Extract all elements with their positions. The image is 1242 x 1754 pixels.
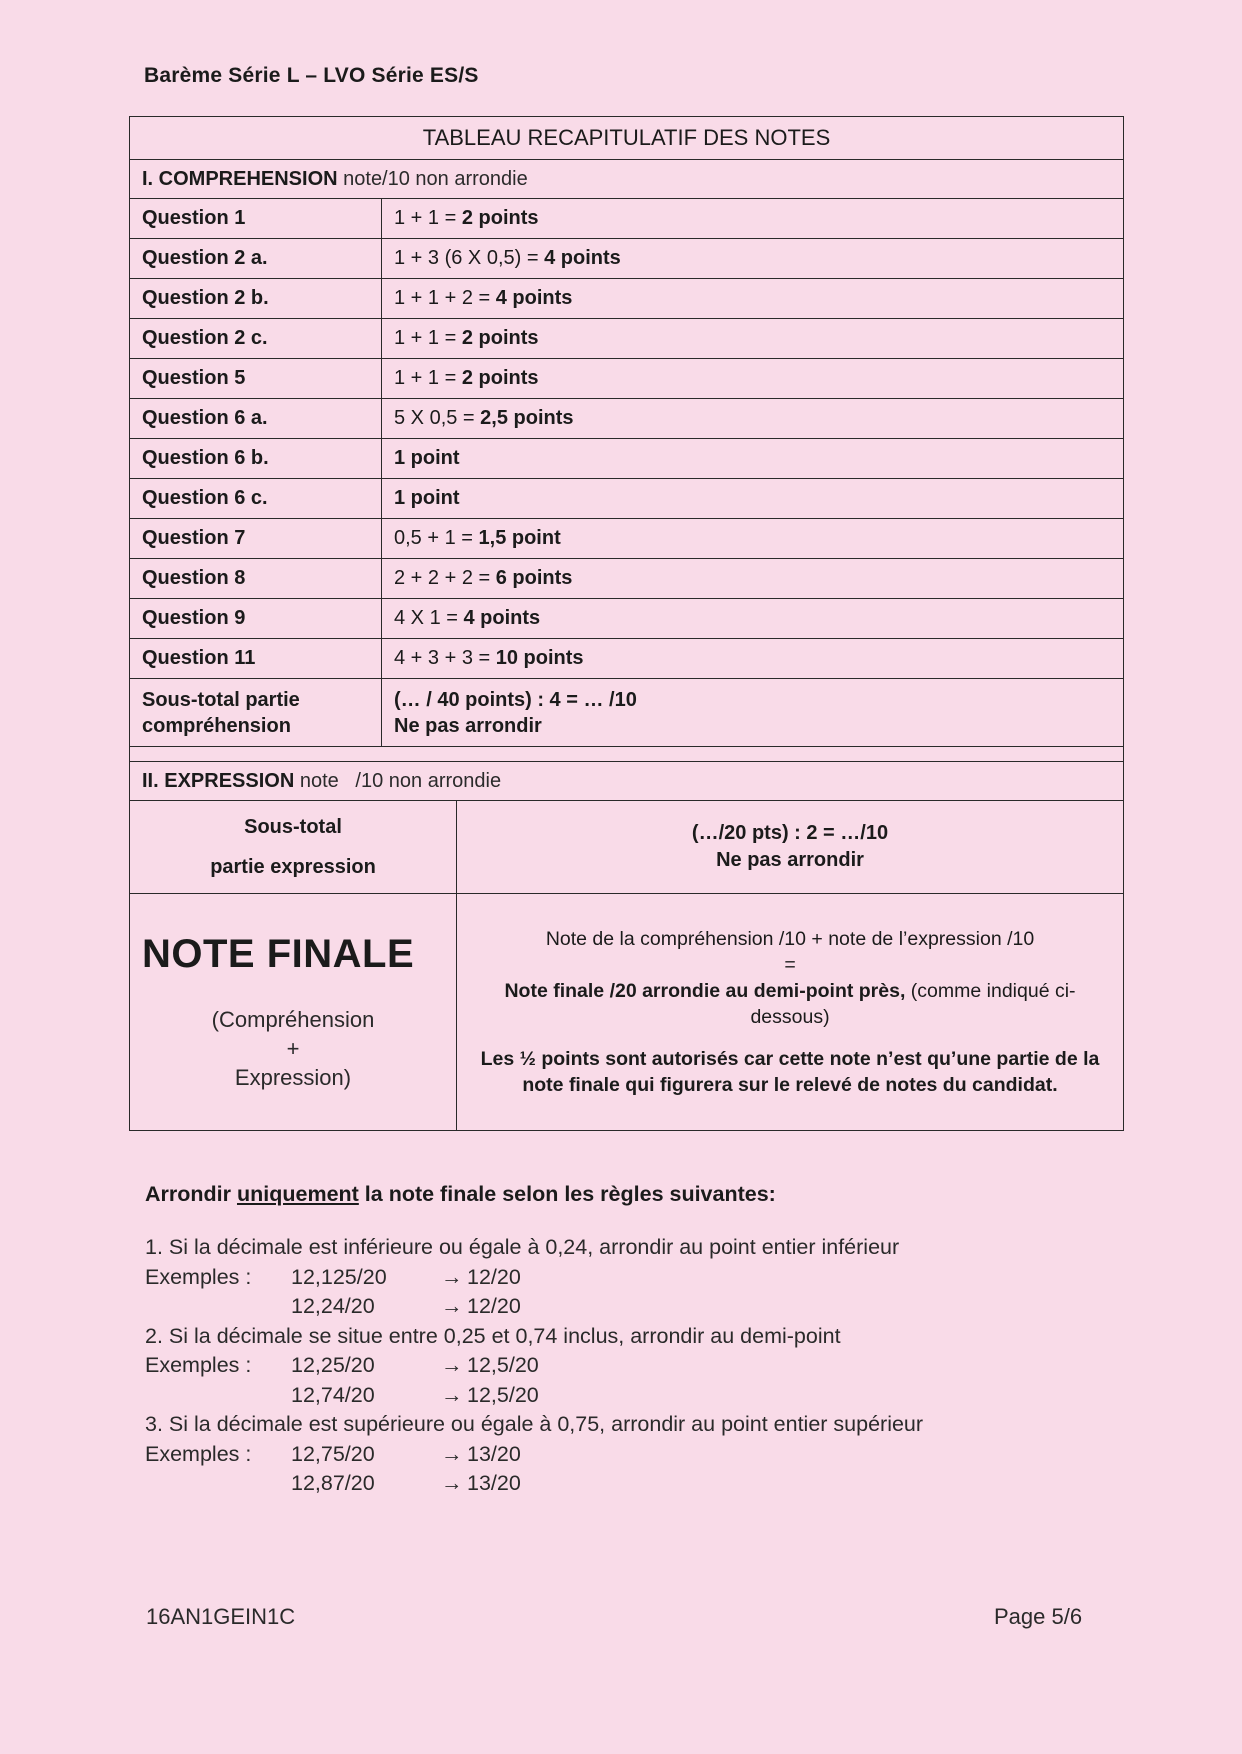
section-expression <box>130 762 1124 801</box>
arrow-icon: → <box>441 1441 463 1466</box>
question-scoring <box>382 279 1124 319</box>
question-label: Question 8 <box>130 559 382 599</box>
table-row <box>130 279 1124 319</box>
recap-table <box>129 116 1124 1131</box>
question-points: 1,5 point <box>478 527 561 549</box>
examples-label: Exemples : <box>145 1353 252 1377</box>
arrow-icon: → <box>441 1382 463 1407</box>
question-label: Question 9 <box>130 599 382 639</box>
examples-label: Exemples : <box>145 1264 252 1289</box>
subtotal-comprehension-label <box>130 679 382 747</box>
section-expression-note: note /10 non arrondie <box>294 769 502 792</box>
rule-text: 3. Si la décimale est supérieure ou égale à 0,75, arrondir au point entier supérieur <box>145 1412 924 1436</box>
question-points: 10 points <box>495 647 584 669</box>
question-formula: 1 + 1 = <box>394 327 462 349</box>
final-desc-rounding <box>469 978 1111 1030</box>
table-title: TABLEAU RECAPITULATIF DES NOTES <box>130 117 1124 160</box>
subtotal-comprehension-value-line2: Ne pas arrondir <box>394 714 542 737</box>
document-code: 16AN1GEIN1C <box>146 1604 296 1629</box>
example-result: 13/20 <box>467 1471 521 1495</box>
examples-label: Exemples : <box>145 1441 252 1466</box>
question-label: Question 6 a. <box>130 399 382 439</box>
final-desc-half-points-note: Les ½ points sont autorisés car cette note n’est qu’une partie de la note finale qui figurera sur le relevé de notes du candidat. <box>480 1048 1100 1096</box>
example-value: 12,75/20 <box>291 1441 375 1466</box>
rule-text: 2. Si la décimale se situe entre 0,25 et 0,74 inclus, arrondir au demi-point <box>145 1323 841 1348</box>
question-scoring <box>382 199 1124 239</box>
table-row <box>130 599 1124 639</box>
question-formula: 0,5 + 1 = <box>394 527 479 549</box>
example-result: 12,5/20 <box>467 1353 539 1377</box>
table-row <box>130 479 1124 519</box>
rule-example <box>145 1440 1095 1470</box>
question-points: 2 points <box>461 207 539 229</box>
final-desc-line1: Note de la compréhension /10 + note de l’expression /10 <box>545 928 1035 950</box>
table-row <box>130 359 1124 399</box>
arrow-icon: → <box>441 1471 463 1495</box>
arrow-icon: → <box>441 1294 463 1318</box>
question-scoring <box>382 519 1124 559</box>
final-grade-label <box>130 894 457 1131</box>
question-formula: 5 X 0,5 = <box>394 407 481 429</box>
rules-title-underlined: uniquement <box>236 1182 359 1206</box>
rule-example <box>145 1381 1095 1411</box>
rounding-rules-list <box>145 1233 1095 1499</box>
arrow-icon: → <box>441 1353 463 1377</box>
rule-example <box>145 1263 1095 1293</box>
question-label: Question 11 <box>130 639 382 679</box>
rules-title-suffix: la note finale selon les règles suivantes: <box>358 1182 776 1206</box>
section-expression-label: II. EXPRESSION <box>142 769 295 792</box>
table-row <box>130 639 1124 679</box>
question-points: 1 point <box>394 447 460 469</box>
table-row <box>130 199 1124 239</box>
final-desc-equals: = <box>784 954 796 976</box>
question-points: 4 points <box>495 287 573 309</box>
question-points: 2 points <box>461 327 539 349</box>
table-row <box>130 559 1124 599</box>
question-points: 4 points <box>463 607 541 629</box>
subtotal-comprehension-label-line2: compréhension <box>142 714 291 737</box>
question-formula: 4 + 3 + 3 = <box>394 647 496 669</box>
question-label: Question 2 c. <box>130 319 382 359</box>
subtotal-expression-label-line1: Sous-total <box>244 816 342 838</box>
section-comprehension-note: note/10 non arrondie <box>337 167 528 190</box>
example-result: 12/20 <box>467 1264 521 1289</box>
question-label: Question 1 <box>130 199 382 239</box>
rule-text: 1. Si la décimale est inférieure ou égale à 0,24, arrondir au point entier inférieur <box>145 1235 900 1259</box>
table-row <box>130 319 1124 359</box>
question-formula: 4 X 1 = <box>394 607 464 629</box>
example-result: 12,5/20 <box>467 1382 539 1407</box>
example-value: 12,74/20 <box>291 1382 375 1407</box>
question-scoring <box>382 359 1124 399</box>
final-grade-sub-line1: (Compréhension <box>211 1007 375 1032</box>
question-label: Question 2 b. <box>130 279 382 319</box>
rules-title-prefix: Arrondir <box>145 1182 237 1206</box>
example-value: 12,87/20 <box>291 1471 375 1495</box>
subtotal-expression-value-line2: Ne pas arrondir <box>716 849 864 871</box>
table-row <box>130 519 1124 559</box>
subtotal-comprehension-label-line1: Sous-total partie <box>142 688 300 711</box>
question-formula: 2 + 2 + 2 = <box>394 567 496 589</box>
question-scoring <box>382 239 1124 279</box>
final-grade-sub-line3: Expression) <box>234 1065 352 1090</box>
table-row <box>130 399 1124 439</box>
question-scoring <box>382 559 1124 599</box>
section-comprehension <box>130 160 1124 199</box>
question-formula: 1 + 1 = <box>394 367 462 389</box>
page-number: Page 5/6 <box>994 1604 1083 1629</box>
question-points: 2 points <box>461 367 539 389</box>
question-points: 1 point <box>394 487 460 509</box>
question-label: Question 6 c. <box>130 479 382 519</box>
subtotal-expression-label <box>130 801 457 894</box>
question-formula: 1 + 1 + 2 = <box>394 287 496 309</box>
question-formula: 1 + 3 (6 X 0,5) = <box>394 247 545 269</box>
question-label: Question 2 a. <box>130 239 382 279</box>
example-value: 12,125/20 <box>291 1264 387 1289</box>
table-row <box>130 439 1124 479</box>
final-desc-rounding-normal: (comme indiqué ci-dessous) <box>750 980 1076 1028</box>
arrow-icon: → <box>441 1264 463 1289</box>
example-result: 13/20 <box>467 1441 521 1466</box>
question-points: 4 points <box>544 247 621 269</box>
question-label: Question 5 <box>130 359 382 399</box>
final-desc-rounding-bold: Note finale /20 arrondie au demi-point près, <box>504 980 906 1002</box>
example-value: 12,24/20 <box>291 1294 375 1318</box>
question-label: Question 7 <box>130 519 382 559</box>
question-points: 6 points <box>495 567 573 589</box>
question-scoring <box>382 479 1124 519</box>
question-formula: 1 + 1 = <box>394 207 462 229</box>
section-spacer <box>130 747 1124 762</box>
question-scoring <box>382 319 1124 359</box>
subtotal-comprehension-value <box>382 679 1124 747</box>
example-value: 12,25/20 <box>291 1353 375 1377</box>
subtotal-expression-label-line2: partie expression <box>210 856 376 878</box>
question-scoring <box>382 599 1124 639</box>
question-rows <box>130 199 1124 679</box>
rounding-rules-title <box>145 1182 1095 1207</box>
question-scoring <box>382 639 1124 679</box>
rule-example <box>145 1292 1095 1322</box>
question-scoring <box>382 399 1124 439</box>
question-scoring <box>382 439 1124 479</box>
subtotal-expression-value-line1: (…/20 pts) : 2 = …/10 <box>691 822 889 844</box>
final-grade-title: NOTE FINALE <box>142 932 415 976</box>
subtotal-expression-value <box>457 801 1124 894</box>
final-grade-description <box>457 894 1124 1131</box>
question-label: Question 6 b. <box>130 439 382 479</box>
rule-example <box>145 1351 1095 1381</box>
subtotal-comprehension-value-line1: (… / 40 points) : 4 = … /10 <box>394 688 637 711</box>
rule-example <box>145 1469 1095 1499</box>
section-comprehension-label: I. COMPREHENSION <box>142 167 338 190</box>
question-points: 2,5 points <box>480 407 574 429</box>
example-result: 12/20 <box>467 1294 521 1318</box>
table-row <box>130 239 1124 279</box>
rounding-rules <box>145 1182 1095 1499</box>
page-header-title: Barème Série L – LVO Série ES/S <box>144 64 479 87</box>
final-grade-sub-line2: + <box>286 1036 300 1061</box>
